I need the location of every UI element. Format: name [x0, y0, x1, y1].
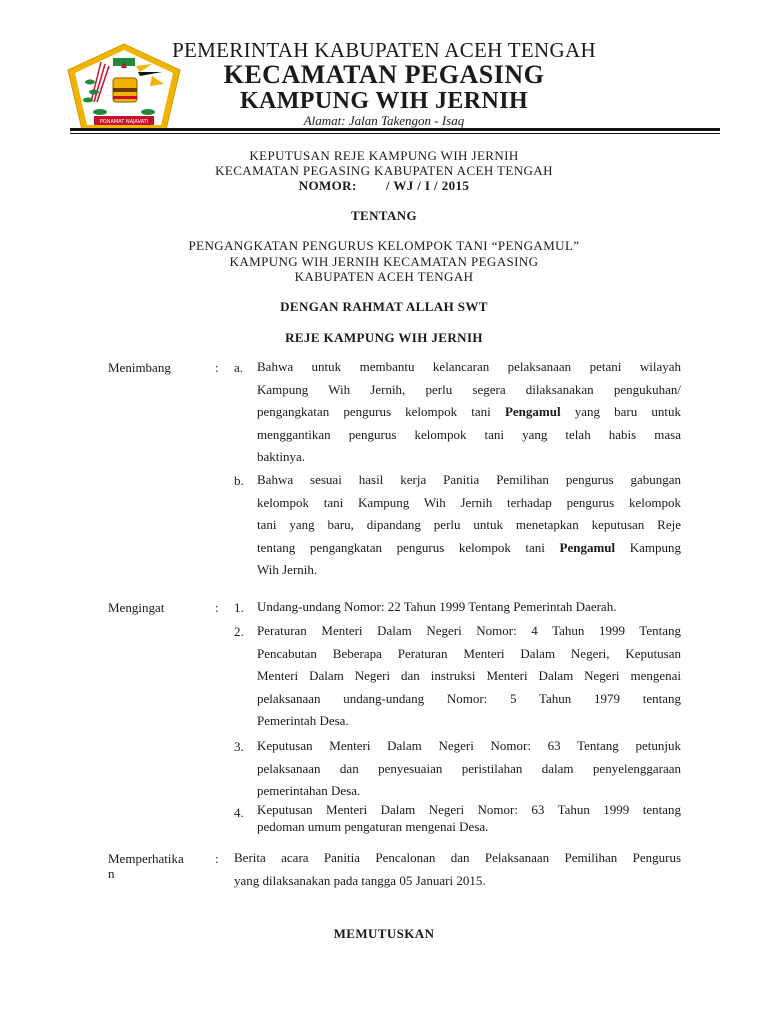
menimbang-colon: : [215, 360, 219, 375]
decree-subject-line1: PENGANGKATAN PENGURUS KELOMPOK TANI “PENGAMUL” [188, 238, 580, 253]
letterhead-rule-thick [70, 128, 720, 131]
menimbang-b-text [257, 469, 681, 582]
menimbang-b-line4 [257, 537, 681, 560]
letterhead-village: KAMPUNG WIH JERNIH [239, 88, 529, 114]
menimbang-b-line1: Bahwa sesuai hasil kerja Panitia Pemilihan pengurus gabungan [257, 472, 681, 487]
menimbang-a-line3-pre: pengangkatan pengurus kelompok tani [257, 404, 505, 419]
decree-issuer: REJE KAMPUNG WIH JERNIH [285, 330, 483, 345]
mengingat-4-mark: 4. [234, 805, 244, 820]
mengingat-2-line4: pelaksanaan undang-undang Nomor: 5 Tahun 1979 tentang [257, 690, 681, 706]
memperhatikan-label-line2: n [108, 866, 115, 881]
decree-number: NOMOR: / WJ / I / 2015 [298, 178, 470, 193]
mengingat-3-text [257, 735, 681, 803]
menimbang-b-line2: kelompok tani Kampung Wih Jernih terhadap pengurus kelompok [257, 494, 681, 510]
menimbang-label: Menimbang [108, 360, 171, 375]
memperhatikan-line1: Berita acara Panitia Pencalonan dan Pelaksanaan Pemilihan Pengurus [234, 850, 681, 865]
menimbang-a-line3-bold: Pengamul [504, 404, 561, 419]
decree-title-line1: KEPUTUSAN REJE KAMPUNG WIH JERNIH [249, 148, 519, 163]
decree-blessing: DENGAN RAHMAT ALLAH SWT [280, 299, 488, 314]
menimbang-b-line4-bold: Pengamul [559, 539, 616, 555]
mengingat-1-text [257, 596, 681, 619]
mengingat-2-mark: 2. [234, 624, 244, 639]
decision-heading: MEMUTUSKAN [333, 926, 435, 941]
menimbang-b-line3: tani yang baru, dipandang perlu untuk menetapkan keputusan Reje [257, 517, 681, 532]
menimbang-b-mark: b. [234, 473, 244, 488]
memperhatikan-text [234, 847, 681, 892]
letterhead-government: PEMERINTAH KABUPATEN ACEH TENGAH [172, 38, 596, 62]
mengingat-4-line1: Keputusan Menteri Dalam Negeri Nomor: 63 Tahun 1999 tentang [257, 802, 681, 817]
mengingat-3-line2: pelaksanaan dan penyesuaian peristilahan dalam penyelenggaraan [257, 760, 681, 776]
mengingat-2-line5: Pemerintah Desa. [257, 713, 349, 728]
mengingat-3-mark: 3. [234, 739, 244, 754]
menimbang-a-line4: menggantikan pengurus kelompok tani yang telah habis masa [257, 426, 681, 442]
mengingat-2-line2: Pencabutan Beberapa Peraturan Menteri Dalam Negeri, Keputusan [257, 645, 681, 661]
mengingat-label: Mengingat [108, 600, 165, 615]
mengingat-3-line3: pemerintahan Desa. [257, 783, 361, 798]
mengingat-2-line1: Peraturan Menteri Dalam Negeri Nomor: 4 Tahun 1999 Tentang [257, 623, 681, 638]
menimbang-b-line4-pre: tentang pengangkatan pengurus kelompok tani [257, 539, 560, 555]
mengingat-1-mark: 1. [234, 600, 244, 615]
menimbang-a-line3-post: yang baru untuk [560, 404, 681, 419]
svg-text:PONAMAT NAJAVATI: PONAMAT NAJAVATI [99, 119, 149, 125]
mengingat-2-line3: Menteri Dalam Negeri dan instruksi Menteri Dalam Negeri mengenai [257, 668, 681, 683]
menimbang-a-line2: Kampung Wih Jernih, perlu segera dilaksanakan pengukuhan/ [257, 381, 681, 397]
mengingat-4-text [257, 801, 681, 835]
mengingat-1-line1: Undang-undang Nomor: 22 Tahun 1999 Tentang Pemerintah Daerah. [257, 599, 617, 614]
letterhead-district: KECAMATAN PEGASING [223, 60, 545, 89]
menimbang-b-line4-post: Kampung [615, 539, 681, 555]
decree-subject-line2: KAMPUNG WIH JERNIH KECAMATAN PEGASING [229, 254, 539, 269]
memperhatikan-colon: : [215, 851, 219, 866]
menimbang-a-line5: baktinya. [257, 449, 306, 464]
memperhatikan-label-line1: Memperhatika [108, 851, 184, 866]
decree-title-line2: KECAMATAN PEGASING KABUPATEN ACEH TENGAH [215, 163, 553, 178]
memperhatikan-line2: yang dilaksanakan pada tangga 05 Januari 2015. [234, 872, 486, 888]
letterhead-rule-thin [70, 133, 720, 134]
letterhead-address: Alamat: Jalan Takengon - Isaq [303, 113, 465, 128]
mengingat-3-line1: Keputusan Menteri Dalam Negeri Nomor: 63 Tentang petunjuk [257, 738, 681, 753]
mengingat-2-text [257, 620, 681, 733]
menimbang-a-line1: Bahwa untuk membantu kelancaran pelaksanaan petani wilayah [257, 359, 681, 374]
decree-subject-line3: KABUPATEN ACEH TENGAH [294, 269, 474, 284]
decree-about: TENTANG [350, 208, 418, 223]
menimbang-a-mark: a. [234, 360, 244, 375]
menimbang-a-line3 [257, 401, 681, 424]
mengingat-4-line2: pedoman umum pengaturan mengenai Desa. [257, 819, 489, 834]
mengingat-colon: : [215, 600, 219, 615]
menimbang-b-line5: Wih Jernih. [257, 562, 318, 577]
menimbang-a-text [257, 356, 681, 469]
